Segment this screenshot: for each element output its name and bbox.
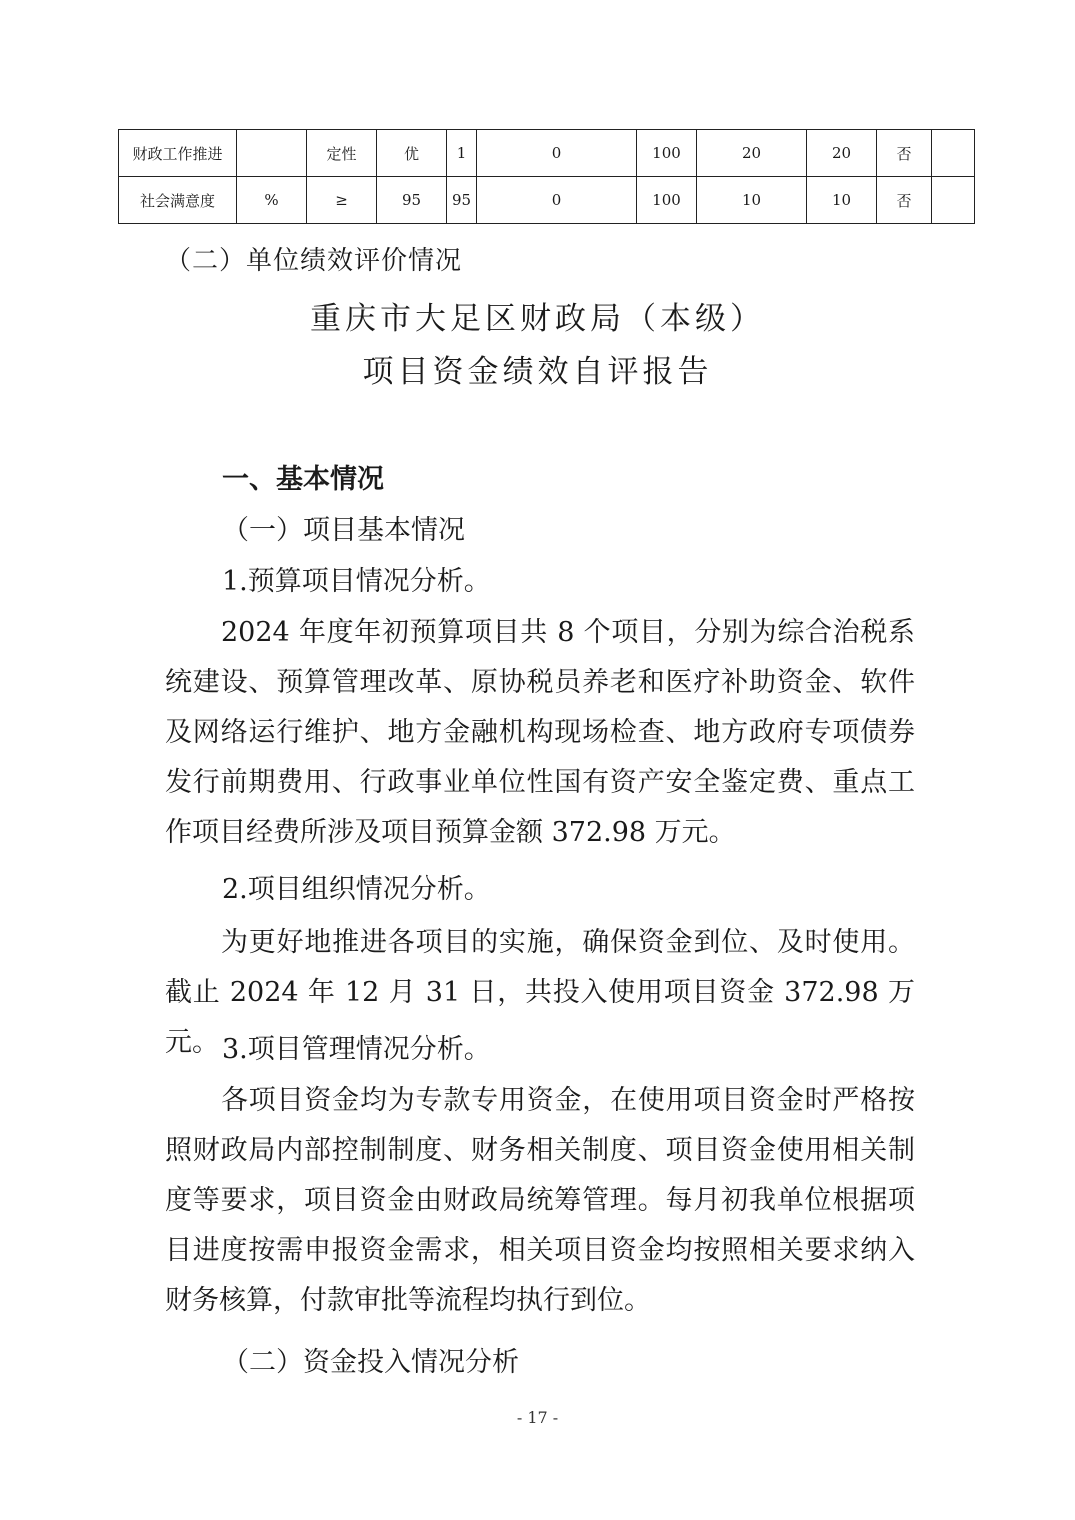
paragraph-organization: 为更好地推进各项目的实施，确保资金到位、及时使用。截止 2024 年 12 月 31 日，共投入使用项目资金 372.98 万元。 [165,927,915,1058]
table-cell: 否 [877,177,932,224]
paragraph-management: 各项目资金均为专款专用资金，在使用项目资金时严格按照财政局内部控制制度、财务相关制度、项目资金使用相关制度等要求，项目资金由财政局统筹管理。每月初我单位根据项目进度按需申报资金需求，相关项目资金均按照相关要求纳入财务核算，付款审批等流程均执行到位。 [165,1085,915,1316]
table-cell [932,130,975,177]
table-cell: 10 [807,177,877,224]
table-cell: 优 [377,130,447,177]
table-cell: 社会满意度 [119,177,237,224]
paragraph-budget-projects: 2024 年度年初预算项目共 8 个项目，分别为综合治税系统建设、预算管理改革、原协税员养老和医疗补助资金、软件及网络运行维护、地方金融机构现场检查、地方政府专项债券发行前期费用、行政事业单位性国有资产安全鉴定费、重点工作项目经费所涉及项目预算金额 372.98 万元。 [165,617,915,848]
table-cell: % [237,177,307,224]
report-title-line-2: 项目资金绩效自评报告 [362,354,713,390]
item-budget-analysis: 1.预算项目情况分析。 [222,566,491,597]
table-cell: 20 [807,130,877,177]
item-organization-analysis: 2.项目组织情况分析。 [222,874,491,905]
table-cell: 100 [637,130,697,177]
performance-indicator-table [118,129,975,224]
table-cell: 100 [637,177,697,224]
page-number: - 17 - [516,1408,559,1427]
table-cell: 10 [697,177,807,224]
table-cell: 否 [877,130,932,177]
table-cell: 0 [477,130,637,177]
subheading-fund-input: （二）资金投入情况分析 [222,1347,519,1378]
table-cell: 1 [447,130,477,177]
table-cell [932,177,975,224]
table-cell: 20 [697,130,807,177]
table-cell: 财政工作推进 [119,130,237,177]
table-cell: 定性 [307,130,377,177]
report-title-line-1: 重庆市大足区财政局（本级） [310,301,765,337]
section-heading: （二）单位绩效评价情况 [165,246,463,276]
table-cell [237,130,307,177]
table-row [119,177,975,224]
table-row [119,130,975,177]
table-cell: ≥ [307,177,377,224]
subheading-project-basic: （一）项目基本情况 [222,515,465,546]
item-management-analysis: 3.项目管理情况分析。 [222,1034,491,1065]
table-cell: 95 [377,177,447,224]
heading-basic-info: 一、基本情况 [222,464,384,495]
table-cell: 0 [477,177,637,224]
table-cell: 95 [447,177,477,224]
